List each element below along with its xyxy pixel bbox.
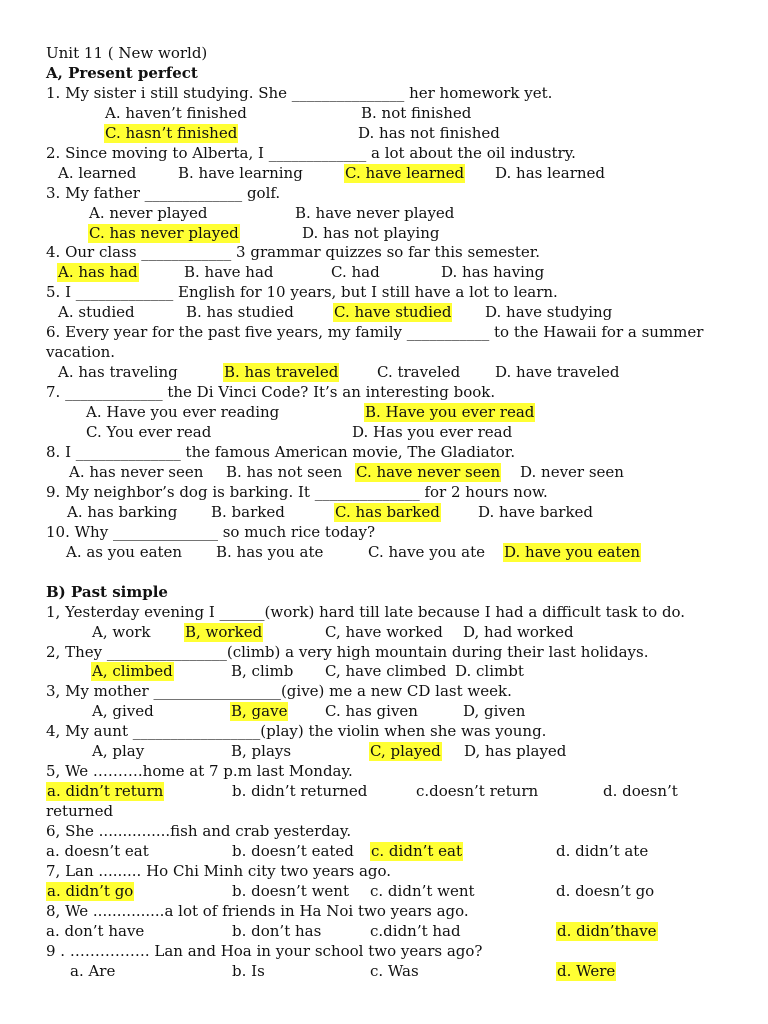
question-b7: 7, Lan ......... Ho Chi Minh city two years ago. — [46, 862, 392, 880]
option-b9-a[interactable]: a. Are — [70, 962, 116, 980]
option-b7-a[interactable]: a. didn’t go — [47, 882, 134, 900]
option-b8-b[interactable]: b. don’t has — [232, 922, 322, 940]
option-a2-d[interactable]: D. has learned — [495, 164, 606, 182]
option-b8-c[interactable]: c.didn’t had — [370, 922, 461, 940]
question-a10: 10. Why ______________ so much rice today? — [46, 523, 376, 541]
option-b2-b[interactable]: B, climb — [231, 662, 294, 680]
question-a7: 7. _____________ the Di Vinci Code? It’s an interesting book. — [46, 383, 496, 401]
option-b1-a[interactable]: A, work — [92, 623, 151, 641]
option-a7-c[interactable]: C. You ever read — [86, 423, 212, 441]
question-a1: 1. My sister i still studying. She _______________ her homework yet. — [46, 84, 553, 102]
option-b9-b[interactable]: b. Is — [232, 962, 265, 980]
option-a3-d[interactable]: D. has not playing — [302, 224, 440, 242]
option-a8-a[interactable]: A. has never seen — [69, 463, 204, 481]
question-a4: 4. Our class ____________ 3 grammar quizzes so far this semester. — [46, 243, 541, 261]
option-b5-d[interactable]: d. doesn’t — [603, 782, 678, 800]
option-b4-b[interactable]: B, plays — [231, 742, 292, 760]
section-b-heading: B) Past simple — [46, 583, 168, 601]
option-a8-b[interactable]: B. has not seen — [226, 463, 343, 481]
option-a1-a[interactable]: A. haven’t finished — [105, 104, 247, 122]
question-a5: 5. I _____________ English for 10 years, but I still have a lot to learn. — [46, 283, 558, 301]
option-a4-a[interactable]: A. has had — [58, 263, 138, 281]
option-b2-c[interactable]: C, have climbed — [325, 662, 447, 680]
question-b2: 2, They ________________(climb) a very high mountain during their last holidays. — [46, 643, 649, 661]
option-a3-a[interactable]: A. never played — [89, 204, 208, 222]
option-b4-c[interactable]: C, played — [370, 742, 441, 760]
option-a9-d[interactable]: D. have barked — [478, 503, 594, 521]
option-a6-b[interactable]: B. has traveled — [224, 363, 339, 381]
option-a9-b[interactable]: B. barked — [211, 503, 285, 521]
option-a4-b[interactable]: B. have had — [184, 263, 274, 281]
option-b5-a[interactable]: a. didn’t return — [47, 782, 164, 800]
option-a10-a[interactable]: A. as you eaten — [66, 543, 183, 561]
option-a1-c[interactable]: C. hasn’t finished — [105, 124, 238, 142]
option-a1-b[interactable]: B. not finished — [361, 104, 472, 122]
option-b5-c[interactable]: c.doesn’t return — [416, 782, 539, 800]
question-a6: 6. Every year for the past five years, my family ___________ to the Hawaii for a summer — [46, 323, 704, 341]
question-a2: 2. Since moving to Alberta, I _____________ a lot about the oil industry. — [46, 144, 576, 162]
option-a7-a[interactable]: A. Have you ever reading — [86, 403, 280, 421]
option-a4-c[interactable]: C. had — [331, 263, 380, 281]
option-b3-c[interactable]: C. has given — [325, 702, 418, 720]
option-b2-d[interactable]: D. climbt — [455, 662, 524, 680]
option-b4-a[interactable]: A, play — [92, 742, 145, 760]
section-a-heading: A, Present perfect — [46, 64, 198, 82]
option-b5-d-cont: returned — [46, 802, 114, 820]
option-b8-d[interactable]: d. didn’thave — [557, 922, 657, 940]
option-a2-b[interactable]: B. have learning — [178, 164, 303, 182]
option-a5-a[interactable]: A. studied — [58, 303, 135, 321]
option-b4-d[interactable]: D, has played — [464, 742, 567, 760]
option-a6-d[interactable]: D. have traveled — [495, 363, 620, 381]
question-b1: 1, Yesterday evening I ______(work) hard till late because I had a difficult task to do. — [46, 603, 686, 621]
question-b9: 9 . ……………. Lan and Hoa in your school two years ago? — [46, 942, 483, 960]
option-b5-b[interactable]: b. didn’t returned — [232, 782, 368, 800]
question-b8: 8, We ...............a lot of friends in Ha Noi two years ago. — [46, 902, 469, 920]
option-a2-c[interactable]: C. have learned — [345, 164, 465, 182]
option-b7-c[interactable]: c. didn’t went — [370, 882, 475, 900]
option-b1-c[interactable]: C, have worked — [325, 623, 443, 641]
option-a10-d[interactable]: D. have you eaten — [504, 543, 641, 561]
question-a8: 8. I ______________ the famous American movie, The Gladiator. — [46, 443, 516, 461]
option-b3-a[interactable]: A, gived — [92, 702, 154, 720]
option-b9-c[interactable]: c. Was — [370, 962, 419, 980]
option-b6-b[interactable]: b. doesn’t eated — [232, 842, 354, 860]
option-a10-b[interactable]: B. has you ate — [216, 543, 324, 561]
option-a5-c[interactable]: C. have studied — [334, 303, 452, 321]
option-b6-c[interactable]: c. didn’t eat — [371, 842, 463, 860]
option-a8-c[interactable]: C. have never seen — [356, 463, 501, 481]
option-a10-c[interactable]: C. have you ate — [368, 543, 485, 561]
option-a8-d[interactable]: D. never seen — [520, 463, 624, 481]
option-a9-c[interactable]: C. has barked — [335, 503, 440, 521]
option-b8-a[interactable]: a. don’t have — [46, 922, 145, 940]
worksheet-title: Unit 11 ( New world) — [46, 44, 208, 62]
question-b6: 6, She ...............fish and crab yesterday. — [46, 822, 352, 840]
option-a7-b[interactable]: B. Have you ever read — [365, 403, 535, 421]
option-a4-d[interactable]: D. has having — [441, 263, 545, 281]
question-a3: 3. My father _____________ golf. — [46, 184, 281, 202]
option-a3-c[interactable]: C. has never played — [89, 224, 239, 242]
option-b9-d[interactable]: d. Were — [557, 962, 616, 980]
option-b3-d[interactable]: D, given — [463, 702, 526, 720]
option-a5-d[interactable]: D. have studying — [485, 303, 613, 321]
option-a6-c[interactable]: C. traveled — [377, 363, 461, 381]
option-a3-b[interactable]: B. have never played — [295, 204, 455, 222]
option-b2-a[interactable]: A, climbed — [92, 662, 173, 680]
option-a5-b[interactable]: B. has studied — [186, 303, 294, 321]
option-b7-d[interactable]: d. doesn’t go — [556, 882, 655, 900]
option-a9-a[interactable]: A. has barking — [67, 503, 178, 521]
option-b1-b[interactable]: B, worked — [185, 623, 263, 641]
option-a7-d[interactable]: D. Has you ever read — [352, 423, 513, 441]
option-a2-a[interactable]: A. learned — [58, 164, 137, 182]
option-a6-a[interactable]: A. has traveling — [58, 363, 178, 381]
option-b3-b[interactable]: B, gave — [231, 702, 288, 720]
option-b7-b[interactable]: b. doesn’t went — [232, 882, 349, 900]
option-b6-a[interactable]: a. doesn’t eat — [46, 842, 149, 860]
question-b5: 5, We ……….home at 7 p.m last Monday. — [46, 762, 353, 780]
question-b4: 4, My aunt _________________(play) the violin when she was young. — [46, 722, 547, 740]
option-b1-d[interactable]: D, had worked — [463, 623, 574, 641]
option-a1-d[interactable]: D. has not finished — [358, 124, 500, 142]
question-b3: 3, My mother _________________(give) me a new CD last week. — [46, 682, 512, 700]
question-a6-cont: vacation. — [46, 343, 116, 361]
question-a9: 9. My neighbor’s dog is barking. It ______________ for 2 hours now. — [46, 483, 548, 501]
option-b6-d[interactable]: d. didn’t ate — [556, 842, 649, 860]
